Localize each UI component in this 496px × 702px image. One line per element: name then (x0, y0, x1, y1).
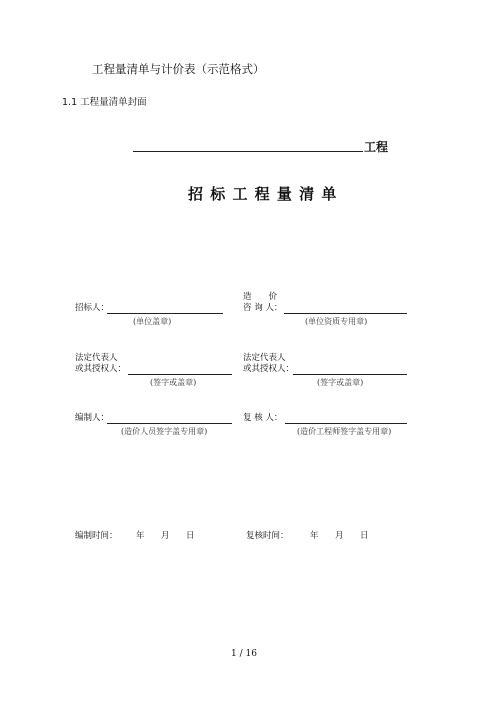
page-indicator: 1 / 16 (231, 649, 257, 659)
legal-rep-left-line1: 法定代表人 (75, 353, 118, 363)
legal-rep-right-line2: 或其授权人： (243, 364, 295, 374)
consultant-line (284, 313, 407, 314)
bidder-label: 招标人： (75, 303, 110, 313)
consultant-label-line2: 咨 询 人： (243, 303, 283, 313)
review-time-year: 年 (310, 531, 319, 541)
reviewer-note: (造价工程师签字盖专用章) (297, 427, 392, 436)
main-title: 招 标 工 程 量 清 单 (188, 185, 338, 203)
legal-rep-left-line2: 或其授权人： (75, 364, 127, 374)
review-time-day: 日 (360, 531, 369, 541)
compile-time-day: 日 (186, 531, 195, 541)
compile-time-year: 年 (136, 531, 145, 541)
project-suffix: 工程 (364, 140, 389, 154)
legal-rep-right-line1: 法定代表人 (243, 353, 286, 363)
bidder-note: (单位盖章) (133, 317, 172, 326)
compiler-line (107, 423, 232, 424)
legal-rep-right-note: (签字或盖章) (317, 378, 364, 387)
project-name-line (133, 151, 363, 152)
consultant-note: (单位资质专用章) (305, 317, 368, 326)
legal-rep-right-line (293, 374, 407, 375)
document-heading: 工程量清单与计价表（示范格式） (92, 62, 265, 76)
compile-time-label: 编制时间： (75, 531, 118, 541)
reviewer-line (285, 423, 407, 424)
compile-time-month: 月 (161, 531, 170, 541)
compiler-note: (造价人员签字盖专用章) (121, 427, 208, 436)
legal-rep-left-note: (签字或盖章) (150, 378, 197, 387)
section-heading: 1.1 工程量清单封面 (62, 97, 147, 108)
review-time-label: 复核时间： (246, 531, 289, 541)
compiler-label: 编制人： (75, 413, 110, 423)
review-time-month: 月 (335, 531, 344, 541)
bidder-line (107, 313, 223, 314)
consultant-label-line1: 造 价 (243, 292, 278, 302)
reviewer-label: 复 核 人： (243, 413, 283, 423)
legal-rep-left-line (128, 374, 232, 375)
